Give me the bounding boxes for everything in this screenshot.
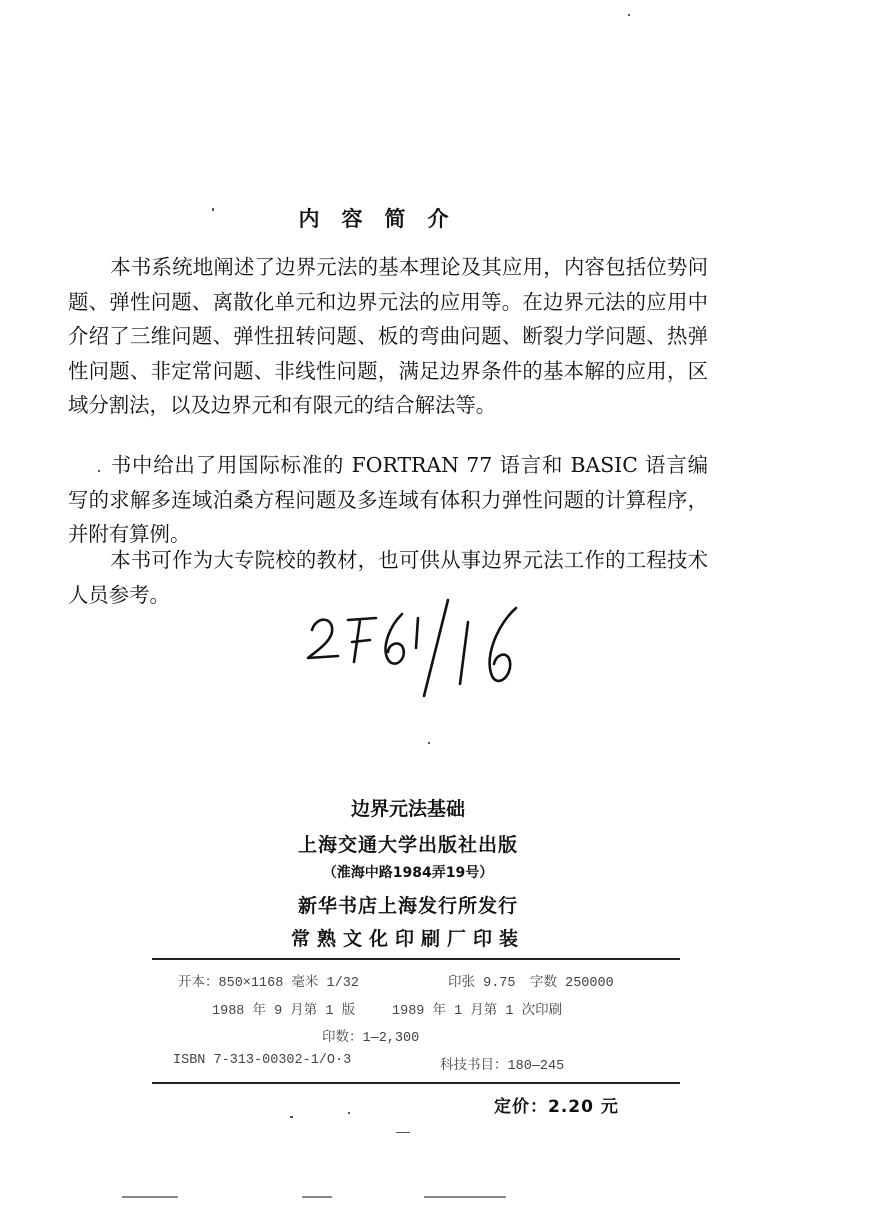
scan-speck xyxy=(628,14,630,16)
spec-isbn: ISBN 7-313-00302-1/O·3 xyxy=(173,1053,352,1068)
colophon-bottom-rule xyxy=(152,1082,680,1084)
scan-speck xyxy=(212,208,214,211)
summary-paragraph-2 xyxy=(68,448,708,552)
colophon-top-rule xyxy=(152,958,680,960)
spec-catalog: 科技书目：180—245 xyxy=(440,1059,565,1074)
scan-speck xyxy=(290,1116,293,1118)
summary-paragraph-2-text: 书中给出了用国际标准的 FORTRAN 77 语言和 BASIC 语言编写的求解多连域泊桑方程问题及多连域有体积力弹性问题的计算程序，并附有算例。 xyxy=(68,453,708,546)
spec-format: 开本：850×1168 毫米 1/32 xyxy=(178,976,359,991)
scan-speck xyxy=(98,470,100,472)
scan-speck xyxy=(424,1196,506,1198)
scan-speck xyxy=(302,1196,332,1198)
summary-paragraph-1-text: 本书系统地阐述了边界元法的基本理论及其应用，内容包括位势问题、弹性问题、离散化单元和边界元法的应用等。在边界元法的应用中介绍了三维问题、弹性扭转问题、板的弯曲问题、断裂力学问题、热弹性问题、非定常问题、非线性问题，满足边界条件的基本解的应用，区域分割法，以及边界元和有限元的结合解法等。 xyxy=(68,255,708,417)
scan-speck xyxy=(428,742,430,744)
book-title: 边界元法基础 xyxy=(350,798,465,820)
scan-speck xyxy=(396,1132,410,1133)
handwritten-call-number xyxy=(298,592,538,702)
spec-printing: 1989 年 1 月第 1 次印刷 xyxy=(392,1004,563,1019)
spec-sheets: 印张 9.75 xyxy=(448,976,516,991)
spec-print-run: 印数：1—2,300 xyxy=(322,1031,420,1046)
spec-word-count: 字数 250000 xyxy=(530,976,614,991)
publisher: 上海交通大学出版社出版 xyxy=(297,834,518,856)
summary-paragraph-3-text: 本书可作为大专院校的教材，也可供从事边界元法工作的工程技术人员参考。 xyxy=(68,548,708,607)
page-title: 内容简介 xyxy=(298,207,471,231)
summary-paragraph-1 xyxy=(68,250,708,423)
scan-speck xyxy=(122,1196,178,1198)
scan-speck xyxy=(348,1112,350,1114)
spec-edition: 1988 年 9 月第 1 版 xyxy=(212,1004,356,1019)
distributor: 新华书店上海发行所发行 xyxy=(297,895,518,917)
printer: 常熟文化印刷厂印装 xyxy=(290,928,525,950)
price: 定价：2.20 元 xyxy=(494,1097,619,1117)
publisher-address: （淮海中路1984弄19号） xyxy=(322,865,494,881)
